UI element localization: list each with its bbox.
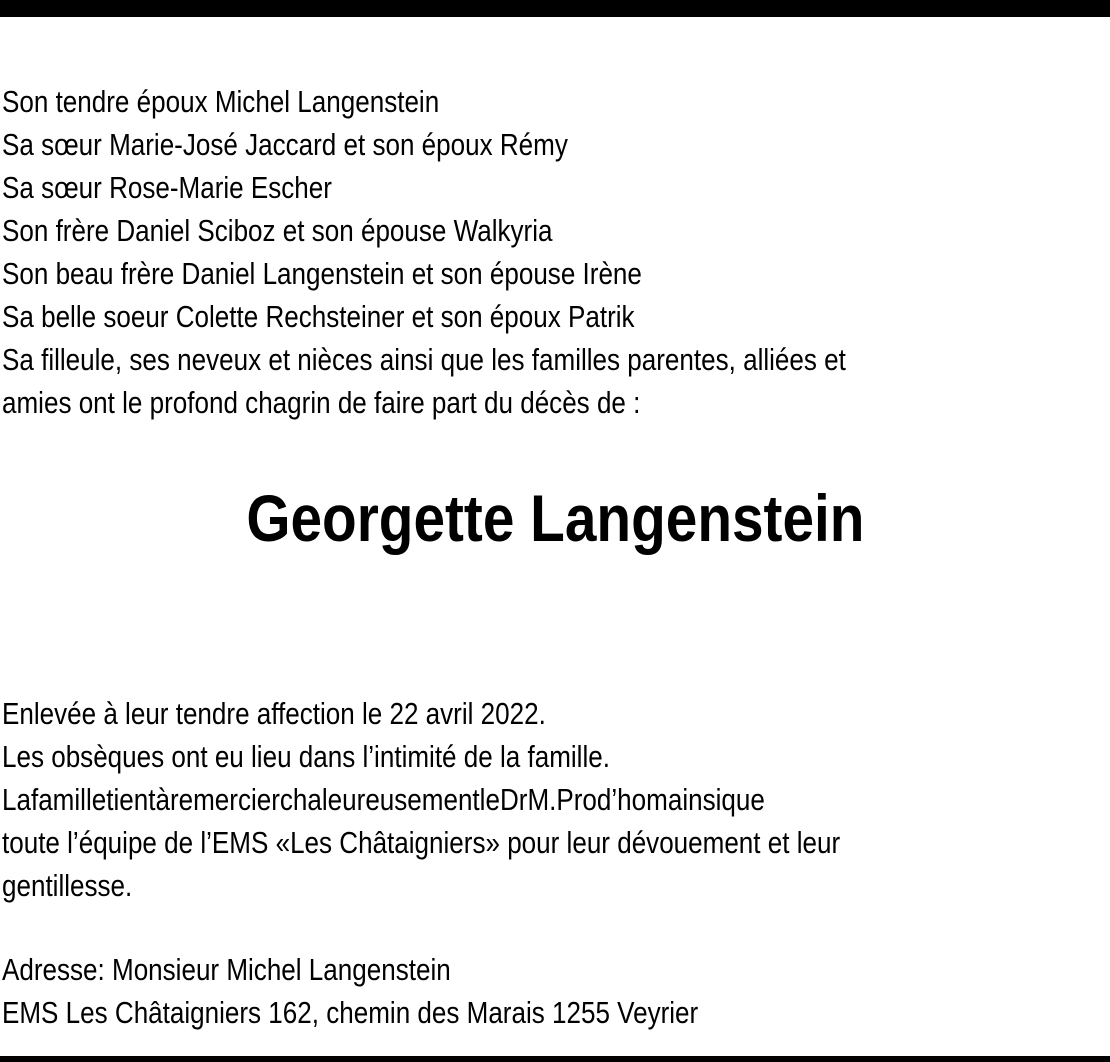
family-line-sister-in-law: Sa belle soeur Colette Rechsteiner et son époux Patrik [2, 299, 635, 334]
thanks-word: le [479, 782, 500, 817]
thanks-word: remercier [169, 782, 280, 817]
deceased-name: Georgette Langenstein [245, 481, 865, 555]
thanks-word: tient [106, 782, 156, 817]
announcement-line-funeral: Les obsèques ont eu lieu dans l’intimité de la famille. [2, 739, 610, 774]
family-line-brother-in-law: Son beau frère Daniel Langenstein et son épouse Irène [2, 256, 642, 291]
top-border-rule [0, 0, 1110, 17]
address-line-contact: Adresse: Monsieur Michel Langenstein [2, 952, 451, 987]
bottom-border-rule [0, 1056, 1110, 1062]
thanks-word: que [721, 782, 765, 817]
thanks-word: M. [527, 782, 557, 817]
thanks-word: Dr [499, 782, 528, 817]
thanks-word: Prod’hom [556, 782, 668, 817]
address-block [2, 948, 698, 1034]
address-line-location: EMS Les Châtaigniers 162, chemin des Marais 1255 Veyrier [2, 995, 699, 1030]
announcement-line-closing: gentillesse. [2, 868, 133, 903]
family-line-husband: Son tendre époux Michel Langenstein [2, 84, 440, 119]
family-list [2, 80, 846, 424]
family-line-announcement: amies ont le profond chagrin de faire part du décès de : [2, 385, 641, 420]
family-line-relatives: Sa filleule, ses neveux et nièces ainsi que les familles parentes, alliées et [2, 342, 846, 377]
thanks-word: ainsi [667, 782, 722, 817]
family-line-sister-2: Sa sœur Rose-Marie Escher [2, 170, 332, 205]
deceased-name-heading [0, 478, 1110, 558]
family-line-sister-1: Sa sœur Marie-José Jaccard et son époux Rémy [2, 127, 568, 162]
thanks-word: chaleureusement [279, 782, 480, 817]
announcement-line-thanks [2, 778, 1107, 821]
announcement-line-staff: toute l’équipe de l’EMS «Les Châtaigniers» pour leur dévouement et leur [2, 825, 841, 860]
announcement-block [2, 692, 1107, 907]
announcement-line-date: Enlevée à leur tendre affection le 22 avril 2022. [2, 696, 546, 731]
thanks-word: à [155, 782, 170, 817]
thanks-word: La [2, 782, 31, 817]
family-line-brother: Son frère Daniel Sciboz et son épouse Walkyria [2, 213, 553, 248]
thanks-word: famille [30, 782, 107, 817]
